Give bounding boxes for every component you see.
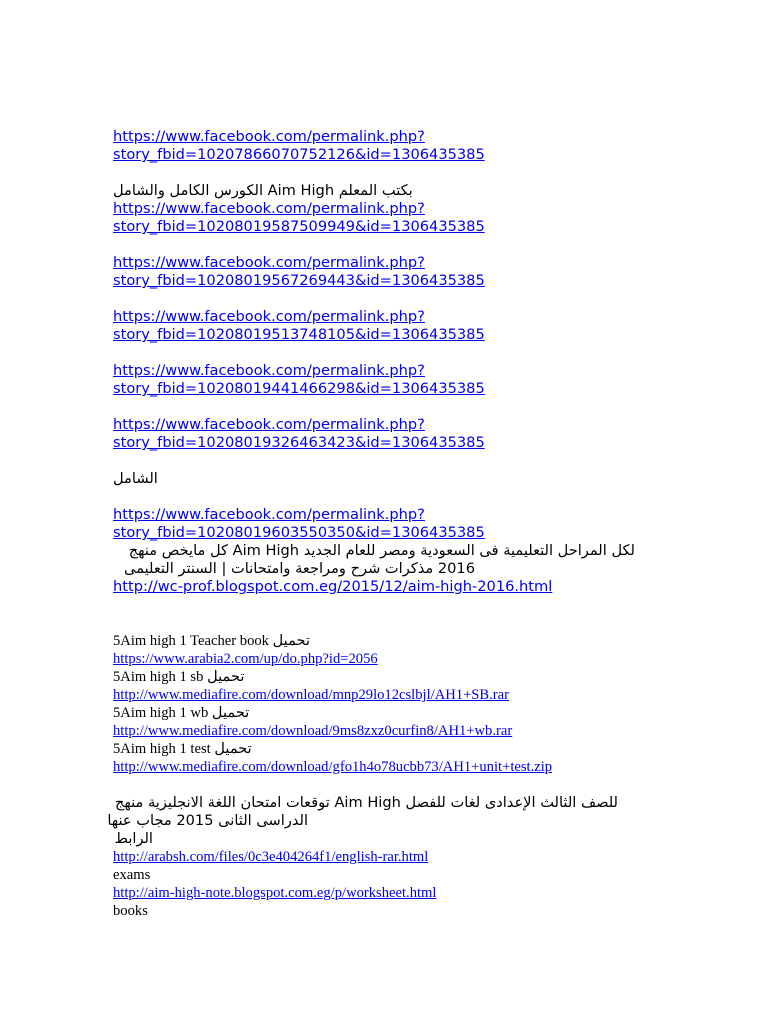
- exam-description-line1: للصف الثالث الإعدادى لغات للفصل Aim High توقعات امتحان اللغة الانجليزية منهج: [114, 794, 618, 811]
- download-link-3[interactable]: http://www.mediafire.com/download/9ms8zxz0curfin8/AH1+wb.rar: [113, 723, 513, 739]
- facebook-link-6-line1: https://www.facebook.com/permalink.php?: [113, 416, 425, 433]
- download-label-1: 5Aim high 1 Teacher book تحميل: [113, 633, 311, 649]
- facebook-link-3-line2: story_fbid=10208019567269443&id=1306435385: [113, 272, 485, 289]
- arabsh-link[interactable]: http://arabsh.com/files/0c3e404264f1/english-rar.html: [113, 849, 429, 865]
- facebook-link-7[interactable]: [113, 506, 653, 542]
- link-block-7: [113, 470, 653, 596]
- comprehensive-heading: الشامل: [113, 470, 158, 487]
- downloads-section: [113, 632, 653, 776]
- document-page: [107, 128, 653, 920]
- blogspot-link[interactable]: http://wc-prof.blogspot.com.eg/2015/12/aim-high-2016.html: [113, 578, 553, 595]
- facebook-link-7-line1: https://www.facebook.com/permalink.php?: [113, 506, 425, 523]
- facebook-link-4[interactable]: [113, 308, 653, 344]
- download-label-3: 5Aim high 1 wb تحميل: [113, 705, 250, 721]
- facebook-link-3-line1: https://www.facebook.com/permalink.php?: [113, 254, 425, 271]
- facebook-link-7-line2: story_fbid=10208019603550350&id=1306435385: [113, 524, 485, 541]
- exam-section: [107, 794, 653, 920]
- facebook-link-6[interactable]: [113, 416, 653, 452]
- course-heading: بكتب المعلم Aim High الكورس الكامل والشامل: [113, 182, 413, 199]
- facebook-link-1[interactable]: [113, 128, 653, 164]
- link-block-4: [113, 308, 653, 344]
- facebook-link-1-line2: story_fbid=10207866070752126&id=1306435385: [113, 146, 485, 163]
- facebook-link-2-line1: https://www.facebook.com/permalink.php?: [113, 200, 425, 217]
- aim-high-description-line2: 2016 مذكرات شرح ومراجعة وامتحانات | السنتر التعليمى: [124, 560, 475, 577]
- aim-high-description-line1: لكل المراحل التعليمية فى السعودية ومصر للعام الجديد Aim High كل مايخص منهج: [128, 542, 635, 559]
- link-block-1: [113, 128, 653, 164]
- facebook-link-2[interactable]: [113, 200, 653, 236]
- download-label-2: 5Aim high 1 sb تحميل: [113, 669, 245, 685]
- facebook-link-2-line2: story_fbid=10208019587509949&id=1306435385: [113, 218, 485, 235]
- link-block-2: [113, 182, 653, 236]
- exams-label: exams: [113, 867, 151, 883]
- facebook-link-4-line2: story_fbid=10208019513748105&id=1306435385: [113, 326, 485, 343]
- facebook-link-5-line1: https://www.facebook.com/permalink.php?: [113, 362, 425, 379]
- download-label-4: 5Aim high 1 test تحميل: [113, 741, 252, 757]
- link-label: الرابط: [114, 830, 153, 847]
- facebook-link-5[interactable]: [113, 362, 653, 398]
- exam-description-line2: الدراسى الثانى 2015 مجاب عنها: [107, 812, 308, 829]
- link-block-6: [113, 416, 653, 452]
- download-link-4[interactable]: http://www.mediafire.com/download/gfo1h4o78ucbb73/AH1+unit+test.zip: [113, 759, 553, 775]
- facebook-link-6-line2: story_fbid=10208019326463423&id=1306435385: [113, 434, 485, 451]
- download-link-1[interactable]: https://www.arabia2.com/up/do.php?id=2056: [113, 651, 378, 667]
- books-label: books: [113, 903, 148, 919]
- facebook-link-5-line2: story_fbid=10208019441466298&id=1306435385: [113, 380, 485, 397]
- facebook-link-4-line1: https://www.facebook.com/permalink.php?: [113, 308, 425, 325]
- download-link-2[interactable]: http://www.mediafire.com/download/mnp29lo12cslbjl/AH1+SB.rar: [113, 687, 509, 703]
- worksheet-link[interactable]: http://aim-high-note.blogspot.com.eg/p/worksheet.html: [113, 885, 437, 901]
- link-block-3: [113, 254, 653, 290]
- facebook-link-3[interactable]: [113, 254, 653, 290]
- link-block-5: [113, 362, 653, 398]
- facebook-link-1-line1: https://www.facebook.com/permalink.php?: [113, 128, 425, 145]
